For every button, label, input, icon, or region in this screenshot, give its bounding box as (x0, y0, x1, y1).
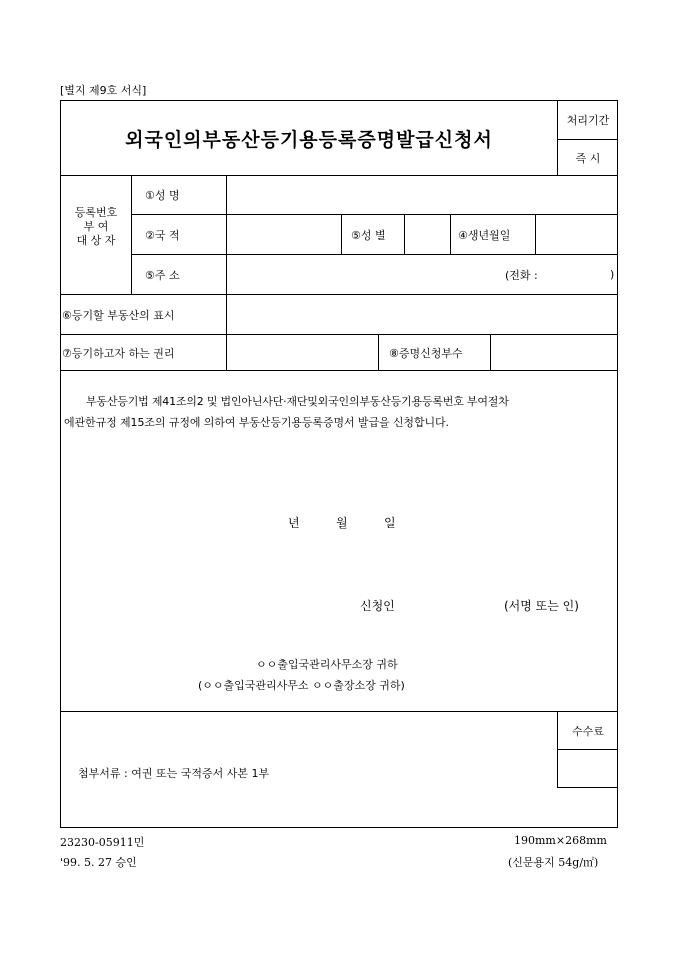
signature-label: (서명 또는 인) (504, 599, 579, 613)
statement-line: 에관한규정 제15조의 규정에 의하여 부동산등기용등록증명서 발급을 신청합니다. (64, 416, 449, 429)
address-field[interactable] (227, 255, 497, 294)
processing-period-value: 즉 시 (575, 151, 601, 165)
statement-line: 부동산등기법 제41조의2 및 법인아닌사단·재단및외국인의부동산등기용등록번호 부여절차 (86, 395, 509, 408)
recipient-line: ㅇㅇ출입국관리사무소장 귀하 (256, 658, 398, 671)
phone-close: ) (610, 268, 615, 281)
birthdate-label: ④생년월일 (458, 228, 511, 242)
divider (378, 334, 379, 370)
nationality-label: ②국 적 (145, 228, 180, 242)
divider (60, 370, 618, 371)
nationality-field[interactable] (227, 215, 340, 254)
fee-field[interactable] (558, 750, 617, 787)
gender-field[interactable] (405, 215, 449, 254)
right-label: ⑦등기하고자 하는 권리 (62, 346, 175, 360)
divider (60, 711, 618, 712)
copies-field[interactable] (491, 335, 617, 370)
divider (341, 214, 342, 254)
attachments-label: 첨부서류 : 여권 또는 국적증서 사본 1부 (78, 767, 270, 780)
phone-label: (전화 : (505, 268, 538, 282)
page-title: 외국인의부동산등기용등록증명발급신청서 (125, 128, 493, 151)
footer-form-number: 23230-05911민 (60, 836, 145, 849)
divider (450, 214, 451, 254)
footer-paper: (신문용지 54g/㎡) (508, 856, 599, 869)
property-field[interactable] (227, 295, 617, 334)
form-number-label: [별지 제9호 서식] (60, 84, 147, 97)
applicant-label: 신청인 (360, 599, 395, 613)
name-field[interactable] (227, 176, 617, 214)
gender-label: ⑤성 별 (351, 228, 386, 242)
right-field[interactable] (227, 335, 377, 370)
registration-label-line: 부 여 (83, 220, 109, 233)
name-label: ①성 명 (145, 189, 180, 202)
registration-target-label (66, 206, 126, 248)
date-month-label: 월 (336, 516, 348, 530)
date-day-label: 일 (384, 516, 396, 530)
divider (131, 175, 132, 294)
property-label: ⑥등기할 부동산의 표시 (62, 308, 175, 322)
registration-label-line: 대 상 자 (76, 234, 116, 247)
phone-field[interactable] (548, 255, 608, 294)
date-year-label: 년 (288, 516, 300, 530)
birthdate-field[interactable] (536, 215, 617, 254)
address-label: ⑤주 소 (145, 268, 180, 282)
fee-label: 수수료 (572, 724, 604, 738)
recipient-line: (ㅇㅇ출입국관리사무소 ㅇㅇ출장소장 귀하) (198, 679, 405, 692)
processing-period-label: 처리기간 (566, 114, 610, 127)
footer-size: 190mm×268mm (514, 834, 607, 847)
copies-label: ⑧증명신청부수 (389, 346, 463, 360)
footer-approval: '99. 5. 27 승인 (60, 856, 137, 869)
registration-label-line: 등록번호 (74, 206, 118, 219)
